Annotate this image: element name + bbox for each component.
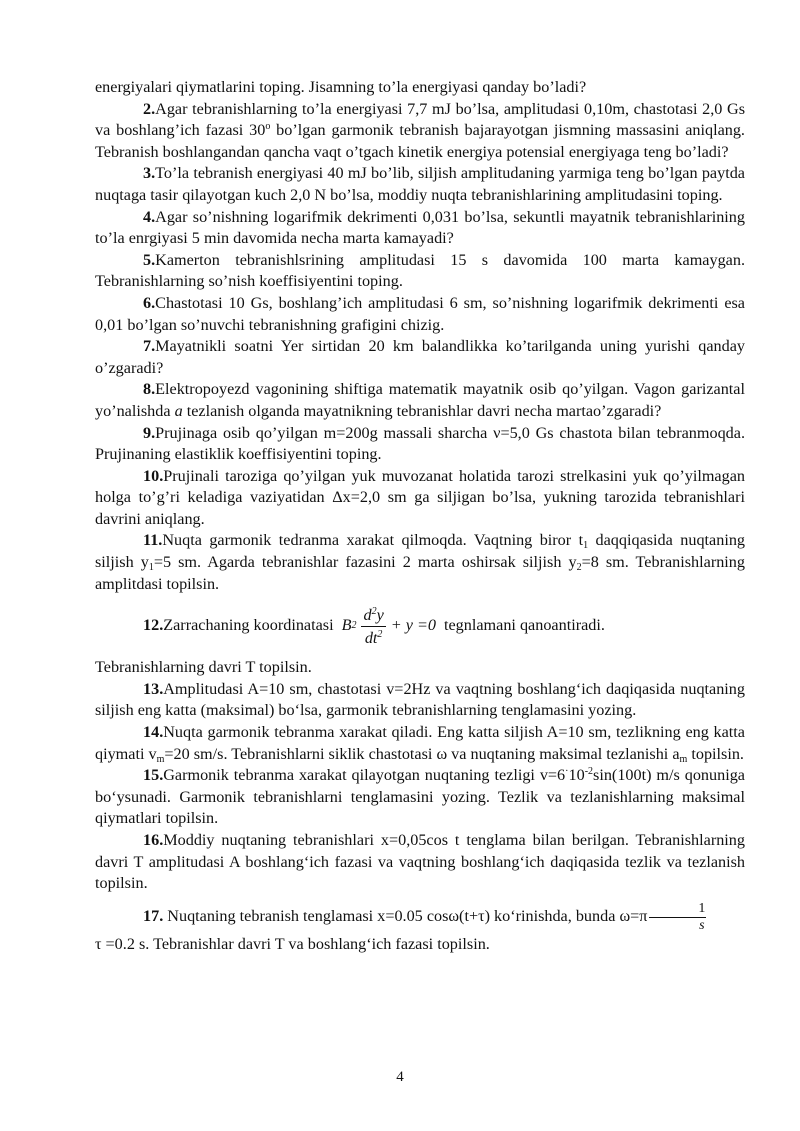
problem-16	[95, 830, 745, 895]
problem-7	[95, 336, 745, 379]
problem-text: Elektropoyezd vagonining shiftiga matematik mayatnik osib qo’yilgan. Vagon garizantal yo’nalishda	[95, 380, 745, 420]
problem-text: 10	[568, 766, 585, 785]
superscript: ·	[565, 766, 569, 778]
problem-number: 4.	[143, 207, 156, 226]
eq-exp: 2	[371, 605, 377, 617]
problem-17	[95, 901, 745, 934]
problem-11	[95, 530, 745, 595]
problem-3	[95, 163, 745, 206]
problem-2	[95, 99, 745, 164]
problem-number: 5.	[143, 250, 156, 269]
problem-text: =5 sm. Agarda tebranishlar fazasini 2 marta oshirsak siljish y	[153, 553, 577, 572]
problem-number: 16.	[143, 831, 164, 849]
eq-rest: + y =0	[390, 616, 436, 635]
problem-number: 10.	[143, 466, 164, 485]
problem-text: Kamerton tebranishlsrining amplitudasi 15 s davomida 100 marta kamaygan. Tebranishlarning so’nish koeffisiyentini toping.	[95, 250, 745, 291]
problem-number: 7.	[143, 337, 156, 356]
problem-text: Zarrachaning koordinatasi	[163, 616, 334, 635]
problem-15	[95, 765, 745, 830]
problem-number: 3.	[143, 164, 156, 183]
problem-text: Prujinaga osib qo’yilgan m=200g massali sharcha ν=5,0 Gs chastota bilan tebranmoqda. Prujinaning elastiklik koeffisiyentini toping.	[95, 423, 745, 464]
eq-B: B	[341, 616, 352, 635]
subscript: 1	[148, 562, 154, 574]
problem-13	[95, 679, 745, 722]
problem-text: sin(100t) m/s qonuniga bo‘ysunadi. Garmonik tebranishlarni tenglamasini yozing. Tezlik va tezlanishlarning maksimal qiymatlari topilsin.	[95, 766, 745, 828]
problem-5	[95, 250, 745, 293]
problem-9	[95, 423, 745, 466]
problem-text: =20 sm/s. Tebranishlarni siklik chastotasi ω va nuqtaning maksimal tezlanishi a	[164, 744, 680, 763]
eq-fraction	[361, 604, 385, 649]
subscript: 2	[576, 562, 582, 574]
problem-text: Garmonik tebranma xarakat qilayotgan nuqtaning tezligi v=6	[163, 766, 566, 785]
superscript: -2	[584, 766, 594, 778]
problem-text: Agar so’nishning logarifmik dekrimenti 0,031 bo’lsa, sekuntli mayatnik tebranishlarining to’la enrgiyasi 5 min davomida necha marta kamayadi?	[95, 207, 745, 248]
variable-a: a	[174, 401, 183, 420]
problem-number: 9.	[143, 423, 156, 442]
problem-text: Nuqta garmonik tedranma xarakat qilmoqda. Vaqtning biror t	[162, 531, 584, 550]
problem-8	[95, 379, 745, 422]
omega-fraction	[649, 901, 706, 934]
problem-text: tezlanish olganda mayatnikning tebranishlar davri necha martao’zgaradi?	[182, 401, 662, 420]
problem-text: To’la tebranish energiyasi 40 mJ bo’lib, siljish amplitudaning yarmiga teng bo’lgan paytda nuqtaga tasir qilayotgan kuch 2,0 N bo’lsa, moddiy nuqta tebranishlarining amplitudasini toping.	[95, 164, 745, 204]
omega-denominator: s	[699, 917, 705, 933]
problem-text: Mayatnikli soatni Yer sirtidan 20 km balandlikka ko’tarilganda uning yurishi qanday o’zgaradi?	[95, 337, 745, 377]
problem-6	[95, 293, 745, 336]
eq-numerator	[361, 604, 385, 627]
problem-text: =8 sm. Tebranishlarning amplitdasi topilsin.	[95, 553, 745, 593]
problem-text: bo’lgan garmonik tebranish bajarayotgan jismning massasini aniqlang. Tebranish boshlangandan qancha vaqt o’tgach kinetik energiya potensial energiyaga teng bo’ladi?	[95, 121, 745, 161]
problem-14	[95, 722, 745, 765]
problem-text: Nuqta garmonik tebranma xarakat qiladi. Eng katta siljish A=10 sm, tezlikning eng katta qiymati v	[95, 723, 745, 763]
problem-10	[95, 466, 745, 531]
problem-text: Nuqtaning tebranish tenglamasi x=0.05 cosω(t+τ) ko‘rinishda, bunda ω=π	[163, 907, 648, 925]
differential-equation: B 2 $\frac{d^2y}{dt^2}$ + y =0	[341, 605, 436, 647]
problem-text: tegnlamani qanoantiradi.	[444, 616, 605, 635]
eq-dt: dt	[364, 628, 378, 647]
problem-number: 6.	[143, 293, 156, 312]
eq-y: y	[376, 605, 384, 624]
problem-text: Chastotasi 10 Gs, boshlang’ich amplitudasi 6 sm, so’nishning logarifmik dekrimenti esa 0,01 bo’lgan so’nuvchi tebranishning grafigini chizig.	[95, 293, 745, 334]
problem-text: topilsin.	[687, 744, 744, 763]
problem-12-cont: Tebranishlarning davri T topilsin.	[95, 658, 312, 677]
problem-17-cont: τ =0.2 s. Tebranishlar davri T va boshlang‘ich fazasi topilsin.	[95, 934, 490, 953]
problem-number: 2.	[143, 99, 156, 118]
problem-number: 13.	[143, 679, 164, 698]
problem-text: Moddiy nuqtaning tebranishlari x=0,05cos t tenglama bilan berilgan. Tebranishlarning davri T amplitudasi A boshlang‘ich fazasi va vaqtning boshlang‘ich daqiqasida tezlik va tezlanish topilsin.	[95, 831, 745, 893]
problem-number: 11.	[143, 531, 163, 550]
degree-superscript: o	[265, 121, 271, 133]
page-number: 4	[396, 1069, 404, 1085]
problem-number: 8.	[143, 380, 156, 399]
eq-exp: 2	[377, 628, 383, 640]
problem-number: 14.	[143, 723, 164, 742]
document-body	[95, 77, 745, 955]
omega-numerator: 1	[649, 901, 706, 918]
subscript: m	[679, 753, 688, 765]
problem-text: Amplitudasi A=10 sm, chastotasi v=2Hz va vaqtning boshlang‘ich daqiqasida nuqtaning siljish eng katta (maksimal) bo‘lsa, garmonik tebranishlarning tenglamasini yozing.	[95, 679, 745, 720]
problem-number: 15.	[143, 766, 164, 785]
eq-d: d	[363, 605, 372, 624]
subscript: m	[156, 753, 165, 765]
eq-denominator	[365, 627, 383, 649]
problem-12	[143, 595, 745, 657]
problem-4	[95, 207, 745, 250]
subscript: 1	[583, 540, 589, 552]
problem-text: Prujinali taroziga qo’yilgan yuk muvozanat holatida tarozi strelkasini yuk qo’yilmagan holga to’g’ri keladiga vaziyatidan Δx=2,0 sm ga siljigan bo’lsa, yukning tarozida tebranishlari davrini aniqlang.	[95, 466, 745, 528]
paragraph-intro: energiyalari qiymatlarini toping. Jisamning to’la energiyasi qanday bo’ladi?	[95, 78, 587, 96]
problem-number: 12.	[143, 616, 164, 635]
problem-text: Agar tebranishlarning to’la energiyasi 7,7 mJ bo’lsa, amplitudasi 0,10m, chastotasi 2,0 Gs va boshlang’ich fazasi 30	[95, 99, 745, 140]
problem-number: 17.	[143, 907, 164, 925]
problem-text: daqqiqasida nuqtaning siljish y	[95, 531, 746, 572]
